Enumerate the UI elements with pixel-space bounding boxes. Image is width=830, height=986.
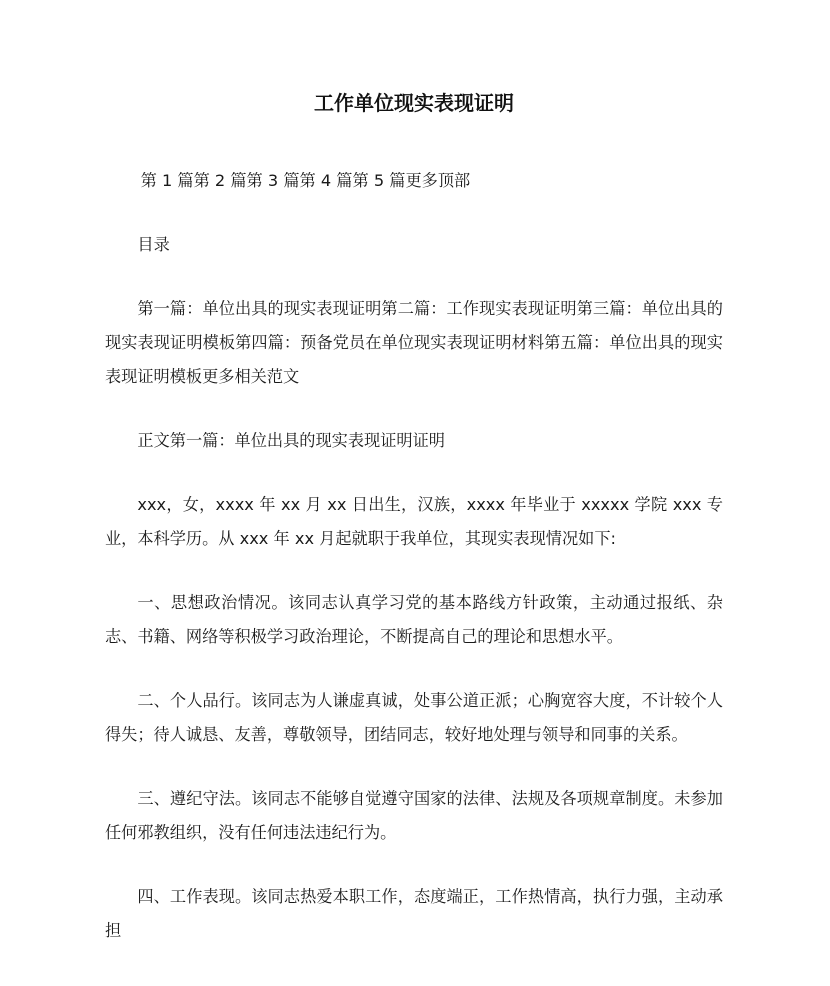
paragraph-work: 四、工作表现。该同志热爱本职工作，态度端正，工作热情高，执行力强，主动承担 bbox=[105, 887, 723, 940]
document-page bbox=[105, 88, 723, 978]
paragraph-political: 一、思想政治情况。该同志认真学习党的基本路线方针政策，主动通过报纸、杂志、书籍、网络等积极学习政治理论，不断提高自己的理论和思想水平。 bbox=[105, 593, 723, 646]
body-heading: 正文第一篇：单位出具的现实表现证明证明 bbox=[137, 431, 445, 450]
paragraph-law: 三、遵纪守法。该同志不能够自觉遵守国家的法律、法规及各项规章制度。未参加任何邪教组织，没有任何违法违纪行为。 bbox=[105, 789, 723, 842]
document-title: 工作单位现实表现证明 bbox=[314, 91, 514, 115]
paragraph-character: 二、个人品行。该同志为人谦虚真诚，处事公道正派；心胸宽容大度，不计较个人得失；待人诚恳、友善，尊敬领导，团结同志，较好地处理与领导和同事的关系。 bbox=[105, 691, 723, 744]
chapter-navigation[interactable]: 第 1 篇第 2 篇第 3 篇第 4 篇第 5 篇更多顶部 bbox=[140, 171, 471, 190]
paragraph-intro: xxx，女，xxxx 年 xx 月 xx 日出生，汉族，xxxx 年毕业于 xxxxx 学院 xxx 专业，本科学历。从 xxx 年 xx 月起就职于我单位，其现实表现情况如下: bbox=[105, 495, 723, 548]
toc-heading: 目录 bbox=[137, 235, 170, 254]
toc-list: 第一篇：单位出具的现实表现证明第二篇：工作现实表现证明第三篇：单位出具的现实表现证明模板第四篇：预备党员在单位现实表现证明材料第五篇：单位出具的现实表现证明模板更多相关范文 bbox=[105, 299, 723, 386]
